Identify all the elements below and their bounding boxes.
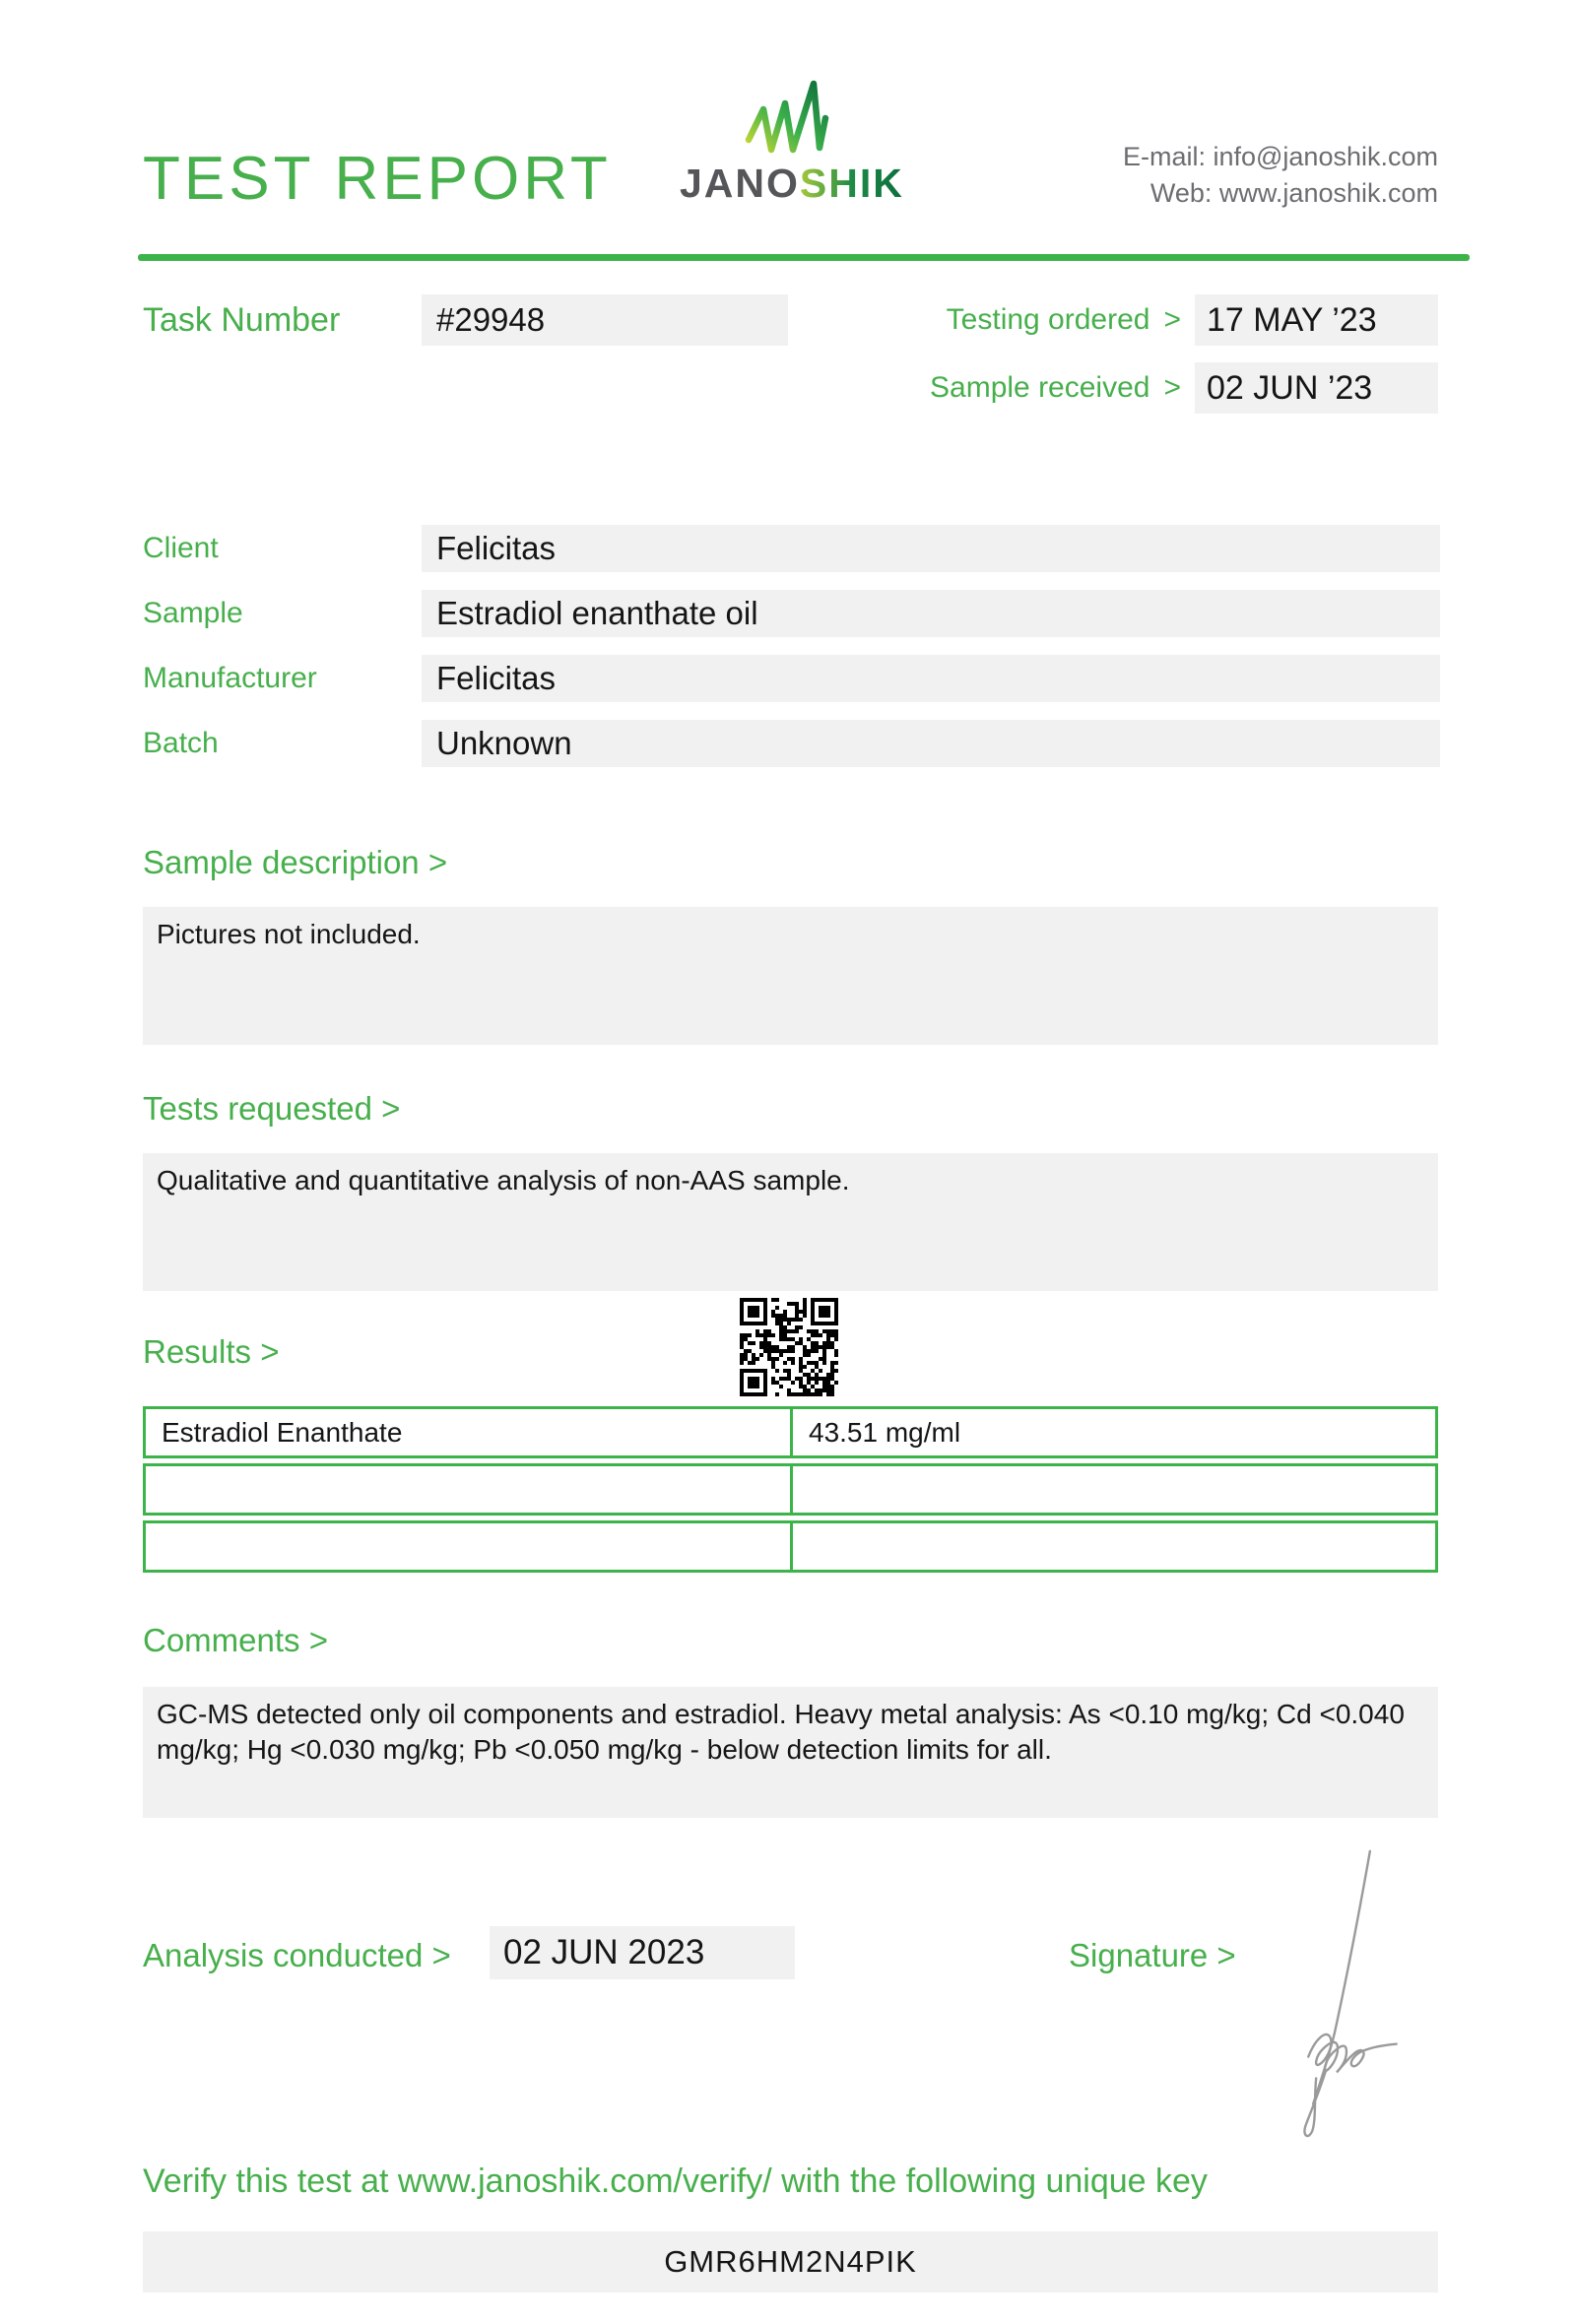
testing-ordered-row [930,294,1438,346]
testing-ordered-label: Testing ordered [946,303,1150,336]
batch-value: Unknown [422,720,1440,767]
result-value-cell: 43.51 mg/ml [809,1417,961,1448]
brand-logo [680,77,904,206]
unique-key: GMR6HM2N4PIK [143,2231,1438,2292]
results-heading: Results > [143,1333,280,1370]
sample-row [143,590,1440,637]
comments-box: GC-MS detected only oil components and estradiol. Heavy metal analysis: As <0.10 mg/kg; Cd <0.040 mg/kg; Hg <0.030 mg/kg; Pb <0.050 mg/kg - below detection limits for all. [143,1687,1438,1818]
results-table-row [143,1463,1438,1516]
results-table [143,1406,1438,1578]
comments-heading: Comments > [143,1622,328,1658]
manufacturer-row [143,655,1440,702]
qr-code [740,1298,838,1396]
client-row [143,525,1440,572]
manufacturer-label: Manufacturer [143,662,317,694]
brand-name [680,161,904,206]
result-analyte-cell [146,1466,793,1513]
chart-trend-icon [724,77,852,160]
signature-label: Signature > [1069,1937,1236,1973]
sample-description-heading: Sample description > [143,844,448,880]
brand-name-jano: JANO [680,161,800,206]
result-analyte-cell [146,1523,793,1570]
manufacturer-value: Felicitas [422,655,1440,702]
client-value: Felicitas [422,525,1440,572]
sample-received-row [930,362,1438,414]
contact-block [1123,139,1438,212]
signature-image [1259,1830,1431,2143]
client-label: Client [143,532,219,564]
contact-email: E-mail: info@janoshik.com [1122,142,1438,171]
sample-value: Estradiol enanthate oil [422,590,1440,637]
header-divider [138,254,1470,261]
verify-text: Verify this test at www.janoshik.com/verify/ with the following unique key [143,2163,1208,2200]
sample-received-label: Sample received [930,371,1150,404]
chevron-right-icon: > [1163,303,1181,336]
contact-web: Web: www.janoshik.com [1149,178,1438,208]
task-number-label: Task Number [143,301,341,339]
sample-label: Sample [143,597,243,629]
chevron-right-icon: > [1163,371,1181,404]
batch-row [143,720,1440,767]
analysis-conducted-label: Analysis conducted > [143,1937,451,1973]
results-table-row [143,1520,1438,1573]
tests-requested-box: Qualitative and quantitative analysis of non-AAS sample. [143,1153,1438,1291]
result-value-cell [793,1523,1435,1570]
tests-requested-heading: Tests requested > [143,1090,401,1127]
testing-ordered-value: 17 MAY ’23 [1195,294,1438,346]
sample-received-value: 02 JUN ’23 [1195,362,1438,414]
page-title: TEST REPORT [143,145,612,213]
results-table-row [143,1406,1438,1458]
analysis-conducted-date: 02 JUN 2023 [490,1926,795,1979]
verify-instruction [143,2163,1438,2201]
sample-info-fields [143,525,1440,785]
task-number-value: #29948 [422,294,788,346]
result-analyte-cell: Estradiol Enanthate [146,1409,793,1455]
sample-description-box: Pictures not included. [143,907,1438,1045]
brand-name-shik: SHIK [799,161,904,206]
dates-block [930,294,1438,430]
result-value-cell [793,1466,1435,1513]
batch-label: Batch [143,727,219,759]
